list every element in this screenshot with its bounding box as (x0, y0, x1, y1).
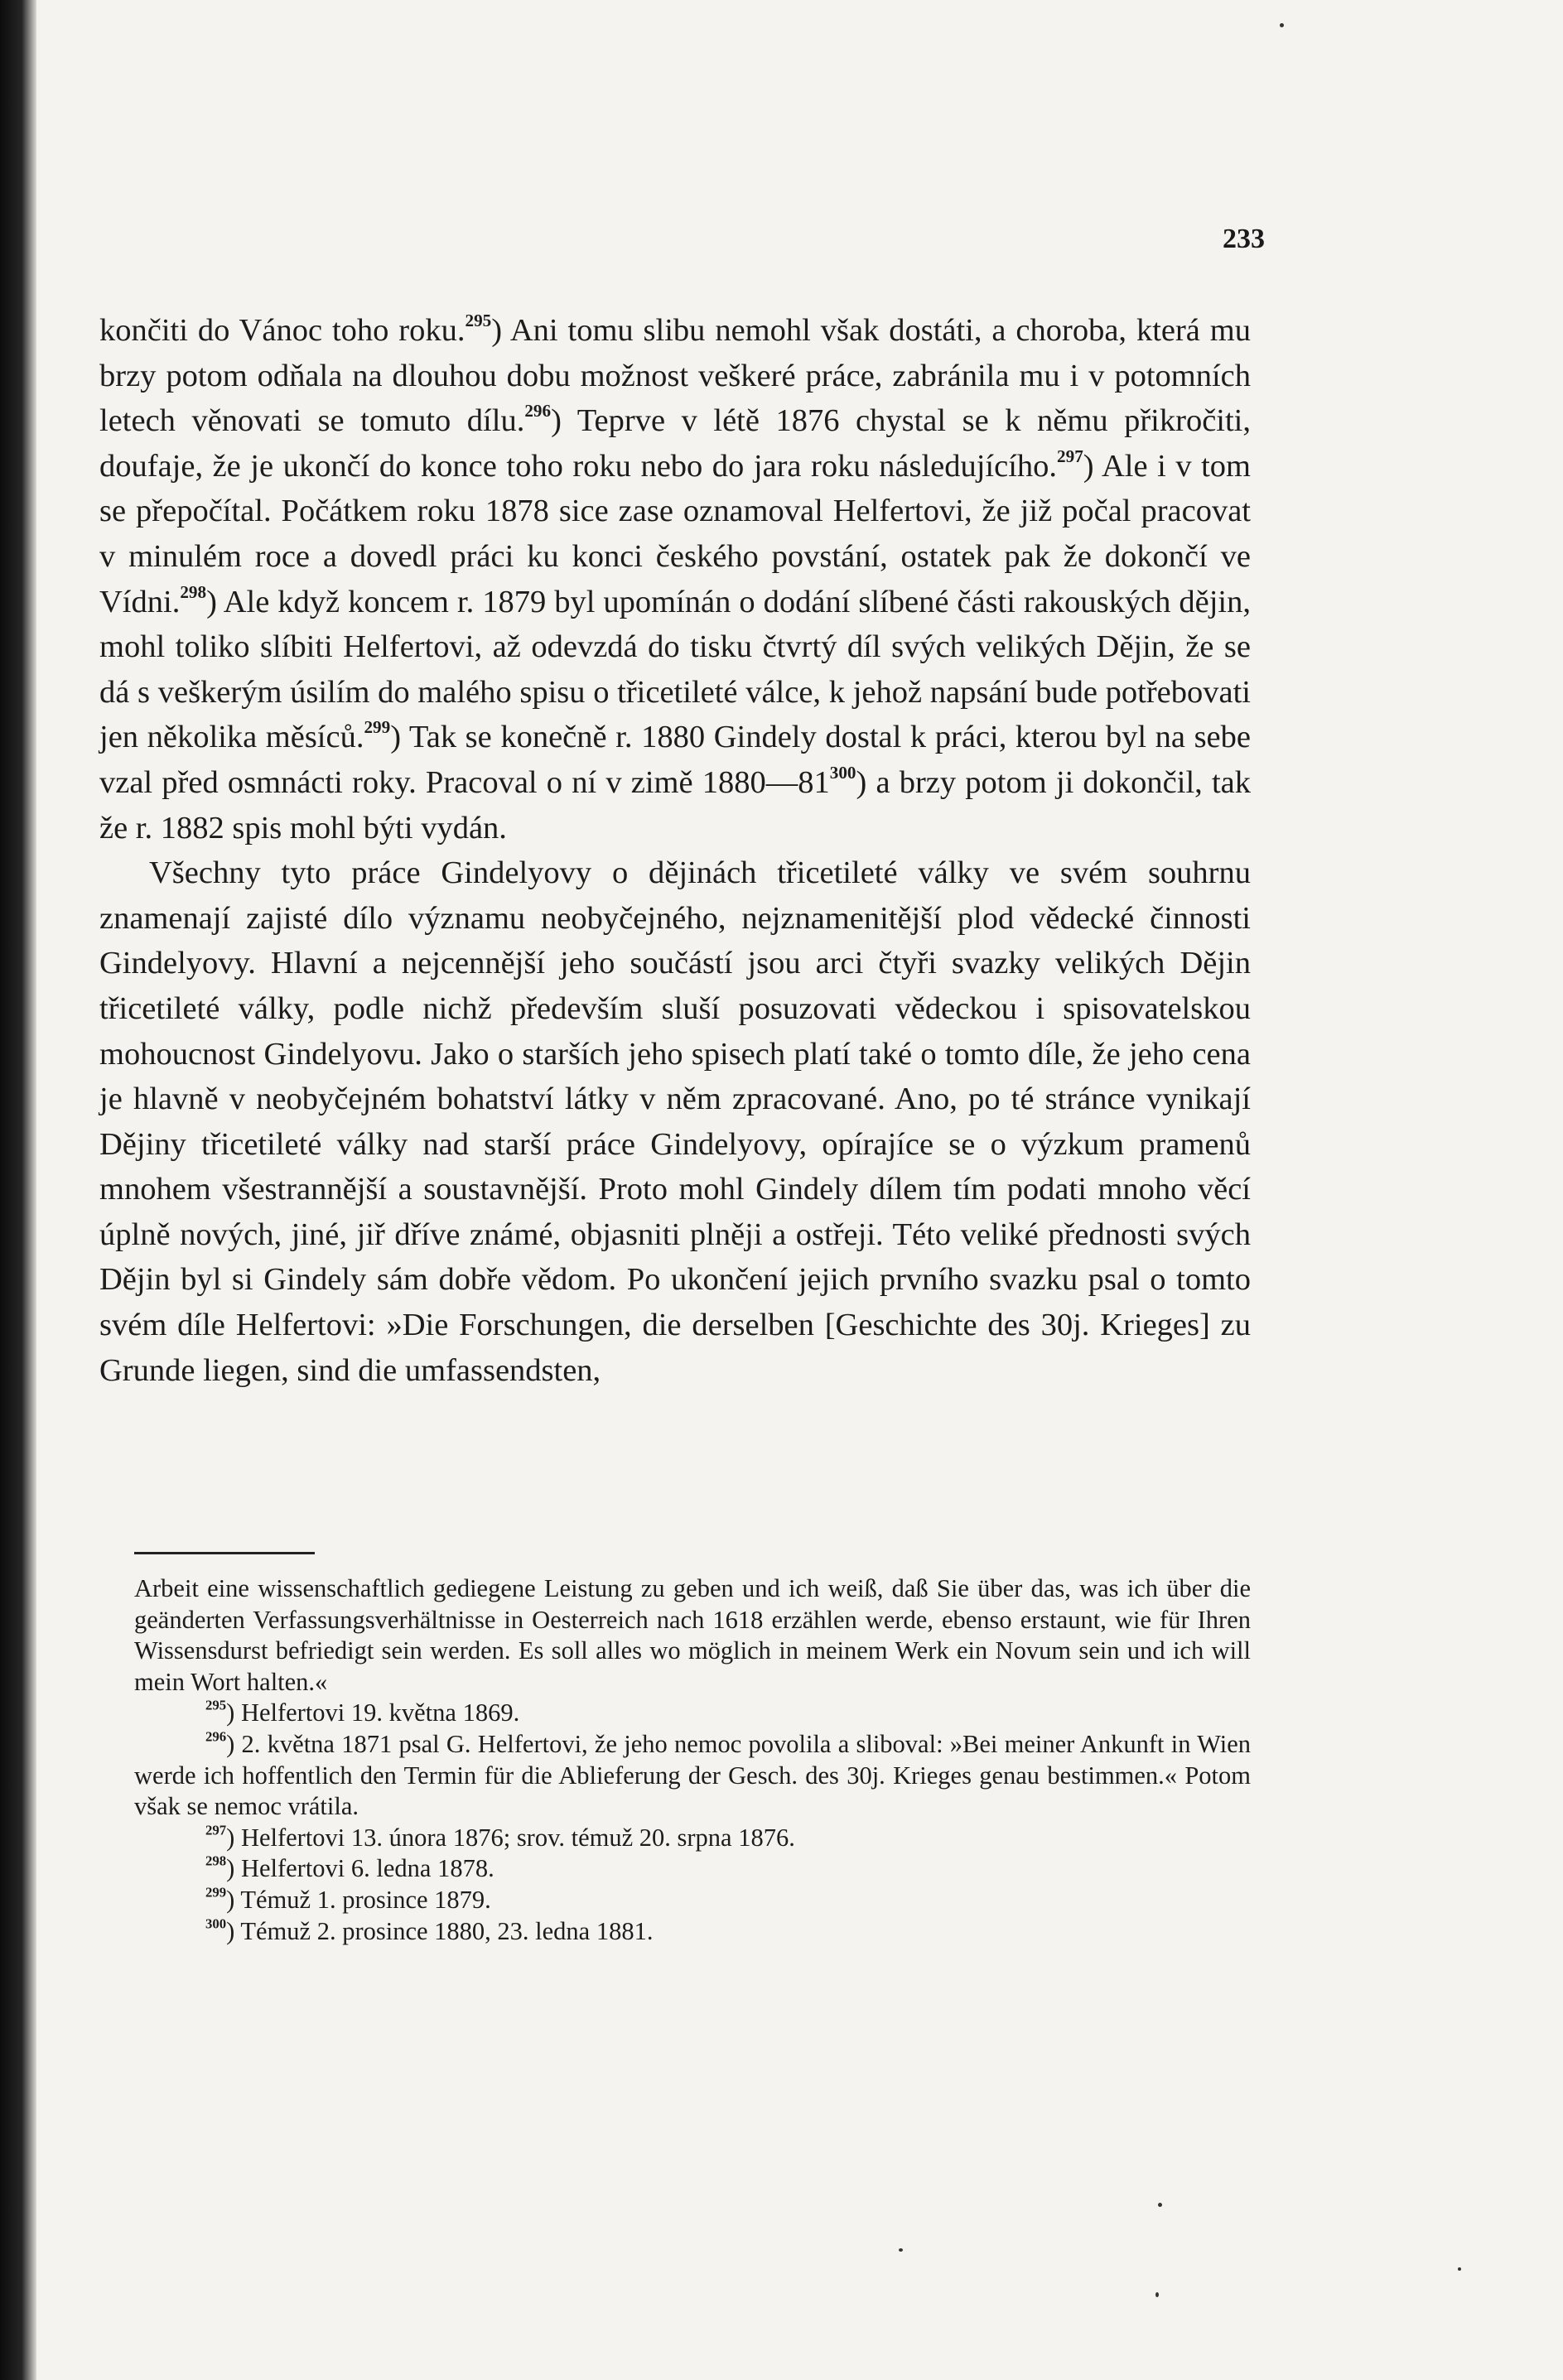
paper-speck (1458, 2267, 1461, 2271)
footnote-ref-295[interactable]: 295 (465, 311, 492, 331)
paper-speck (899, 2248, 903, 2252)
footnote-ref-300[interactable]: 300 (829, 763, 856, 783)
paragraph-1: končiti do Vánoc toho roku.$^{295}$) Ani tomu slibu nemohl však dostáti, a choroba, která mu brzy potom odňala na dlouhou dobu možnost veškeré práce, zabránila mu i v potomních letech věnovati se tomuto dílu.$^{296}$) Teprve v létě 1876 chystal se k němu přikročiti, doufaje, že je ukončí do konce toho roku nebo do jara roku následujícího.$^{297}$) Ale i v tom se přepočítal. Počátkem roku 1878 sice zase oznamoval Helfertovi, že již počal pracovat v minulém roce a dovedl práci ku konci českého povstání, ostatek pak že dokončí ve Vídni.$^{298}$) Ale když koncem r. 1879 byl upomínán o dodání slíbené části rakouských dějin, mohl toliko slíbiti Helfertovi, až odevzdá do tisku čtvrtý díl svých velikých Dějin, že se dá s veškerým úsilím do malého spisu o třicetileté válce, k jehož napsání bude potřebovati jen několika měsíců.$^{299}$) Tak se konečně r. 1880 Gindely dostal k práci, kterou byl na sebe vzal před osmnácti roky. Pracoval o ní v zimě $1880—81^{300}$) a brzy potom ji dokončil, tak že r. 1882 spis mohl býti vydán. (99, 311, 1251, 846)
footnote-ref-299[interactable]: 299 (364, 717, 391, 738)
paper-speck (1280, 23, 1284, 27)
footnote-ref-296[interactable]: 296 (524, 401, 552, 422)
footnotes (134, 1573, 1251, 1947)
footnote-295: $^{295}$) Helfertovi 19. května 1869. (205, 1697, 520, 1727)
footnote-mark: 298 (205, 1852, 227, 1869)
footnote-mark: 296 (205, 1728, 227, 1745)
page-number: 233 (1223, 224, 1265, 254)
footnote-mark: 300 (205, 1915, 227, 1932)
main-text (99, 308, 1251, 1393)
book-spine-shadow (0, 0, 36, 2380)
paragraph-2: Všechny tyto práce Gindelyovy o dějinách třicetileté války ve svém souhrnu znamenají zajisté dílo významu neobyčejného, nejznamenitější plod vědecké činnosti Gindelyovy. Hlavní a nejcennější jeho součástí jsou arci čtyři svazky velikých Dějin třicetileté války, podle nichž především sluší posuzovati vědeckou i spisovatelskou mohoucnost Gindelyovu. Jako o starších jeho spisech platí také o tomto díle, že jeho cena je hlavně v neobyčejném bohatství látky v něm zpracované. Ano, po té stránce vynikají Dějiny třicetileté války nad starší práce Gindelyovy, opírajíce se o výzkum pramenů mnohem všestrannější a soustavnější. Proto mohl Gindely dílem tím podati mnoho věcí úplně nových, jiné, jiř dříve známé, objasniti plněji a ostřeji. Této veliké přednosti svých Dějin byl si Gindely sám dobře vědom. Po ukončení jejich prvního svazku psal o tomto svém díle Helfertovi: »Die Forschungen, die derselben [Geschichte des 30j. Krieges] zu Grunde liegen, sind die umfassendsten, (99, 855, 1251, 1388)
footnote-ref-298[interactable]: 298 (180, 581, 207, 602)
footnote-mark: 295 (205, 1697, 227, 1713)
footnote-296: $^{296}$) 2. května 1871 psal G. Helfertovi, že jeho nemoc povolila a sliboval: »Bei meiner Ankunft in Wien werde ich hoffentlich den Termin für die Ablieferung der Gesch. des 30j. Krieges genau bestimmen.« Potom však se nemoc vrátila. (134, 1728, 1251, 1821)
footnote-300: $^{300}$) Témuž 2. prosince 1880, 23. ledna 1881. (205, 1915, 654, 1945)
paper-speck (1155, 2292, 1159, 2297)
footnote-mark: 297 (205, 1822, 227, 1838)
footnote-297: $^{297}$) Helfertovi 13. února 1876; srov. témuž 20. srpna 1876. (205, 1822, 795, 1852)
footnote-299: $^{299}$) Témuž 1. prosince 1879. (205, 1884, 491, 1914)
footnote-ref-297[interactable]: 297 (1057, 446, 1083, 466)
footnote-mark: 299 (205, 1884, 227, 1901)
paper-speck (1158, 2203, 1162, 2207)
footnote-298: $^{298}$) Helfertovi 6. ledna 1878. (205, 1852, 494, 1883)
footnote-divider (134, 1552, 315, 1554)
footnote-continuation: Arbeit eine wissenschaftlich gediegene Leistung zu geben und ich weiß, daß Sie über das, was ich über die geänderten Verfassungsverhältnisse in Oesterreich nach 1618 erzählen werde, ebenso erstaunt, wie für Ihren Wissensdurst befriedigt sein werden. Es soll alles wo möglich in meinem Werk ein Novum sein und ich will mein Wort halten.« (134, 1574, 1251, 1696)
